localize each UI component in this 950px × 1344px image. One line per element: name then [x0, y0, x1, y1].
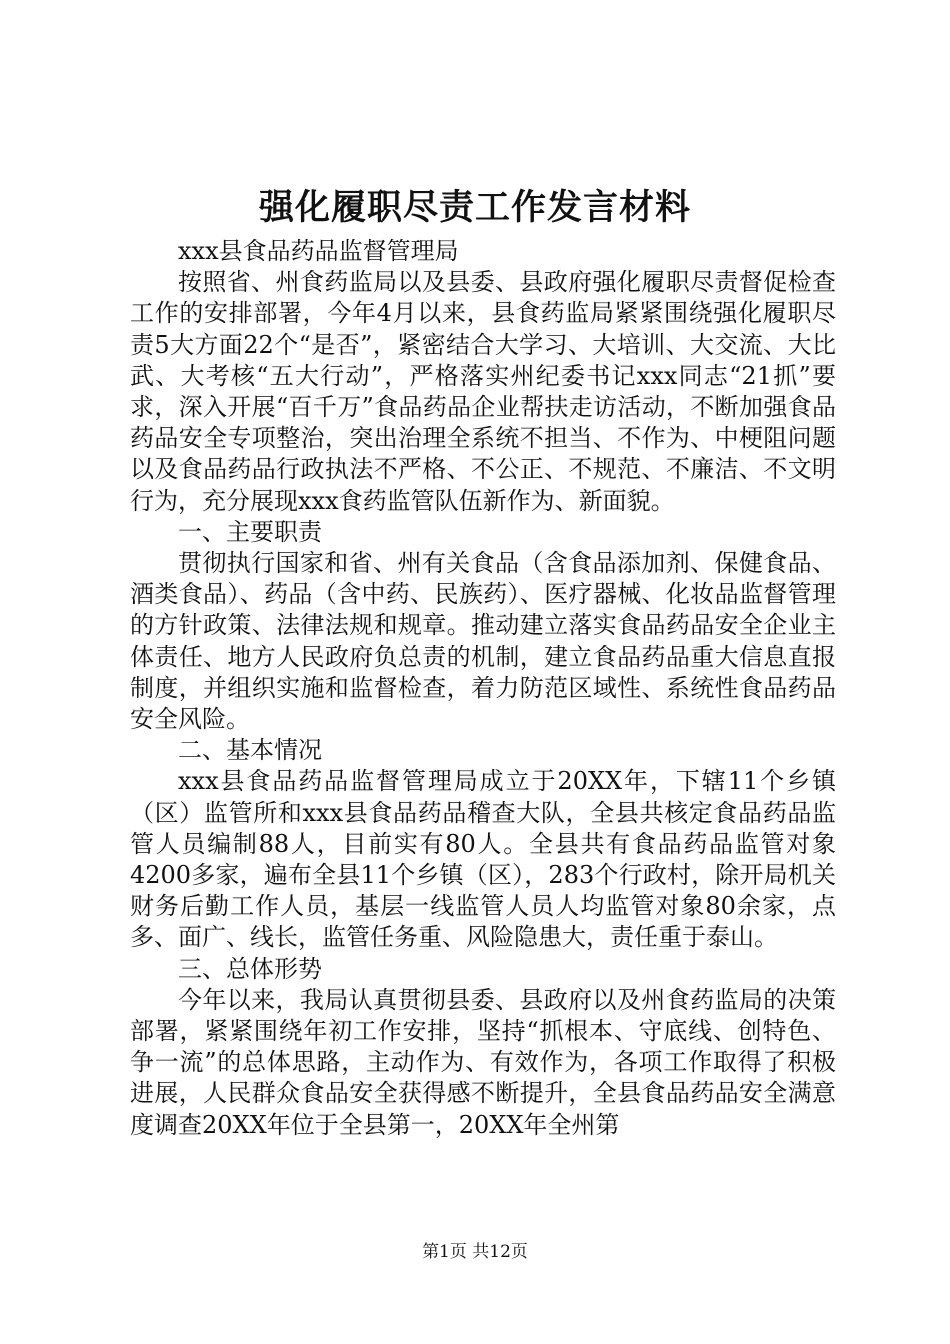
section-heading-basic-situation: 二、基本情况: [178, 736, 322, 765]
basic-situation-paragraph: xxx县食品药品监督管理局成立于20XX年，下辖11个乡镇（区）监管所和xxx县食品药品稽查大队，全县共核定食品药品监管人员编制88人，目前实有80人。全县共有食品药品监管对象4200多家，遍布全县11个乡镇（区），283个行政村，除开局机关财务后勤工作人员，基层一线监管人员人均监管对象80余家，点多、面广、线长，监管任务重、风险隐患大，责任重于泰山。: [130, 767, 836, 952]
intro-paragraph: 按照省、州食药监局以及县委、县政府强化履职尽责督促检查工作的安排部署，今年4月以来，县食药监局紧紧围绕强化履职尽责5大方面22个“是否”，紧密结合大学习、大培训、大交流、大比武、大考核“五大行动”，严格落实州纪委书记xxx同志“21抓”要求，深入开展“百千万”食品药品企业帮扶走访活动，不断加强食品药品安全专项整治，突出治理全系统不担当、不作为、中梗阻问题以及食品药品行政执法不严格、不公正、不规范、不廉洁、不文明行为，充分展现xxx食药监管队伍新作为、新面貌。: [130, 268, 836, 515]
issuer-line: xxx县食品药品监督管理局: [178, 237, 459, 265]
main-duties-paragraph: 贯彻执行国家和省、州有关食品（含食品添加剂、保健食品、酒类食品）、药品（含中药、民族药）、医疗器械、化妆品监督管理的方针政策、法律法规和规章。推动建立落实食品药品安全企业主体责任、地方人民政府负总责的机制，建立食品药品重大信息直报制度，并组织实施和监督检查，着力防范区域性、系统性食品药品安全风险。: [130, 549, 836, 734]
document-body: [130, 236, 836, 1141]
document-title: 强化履职尽责工作发言材料: [258, 187, 691, 228]
section-heading-overall-situation: 三、总体形势: [178, 954, 322, 983]
overall-situation-paragraph: 今年以来，我局认真贯彻县委、县政府以及州食药监局的决策部署，紧紧围绕年初工作安排，坚持“抓根本、守底线、创特色、争一流”的总体思路，主动作为、有效作为，各项工作取得了积极进展，人民群众食品安全获得感不断提升，全县食品药品安全满意度调查20XX年位于全县第一，20XX年全州第: [130, 985, 836, 1139]
page-number-footer: 第1页 共12页: [422, 1242, 528, 1262]
section-heading-main-duties: 一、主要职责: [178, 517, 322, 546]
